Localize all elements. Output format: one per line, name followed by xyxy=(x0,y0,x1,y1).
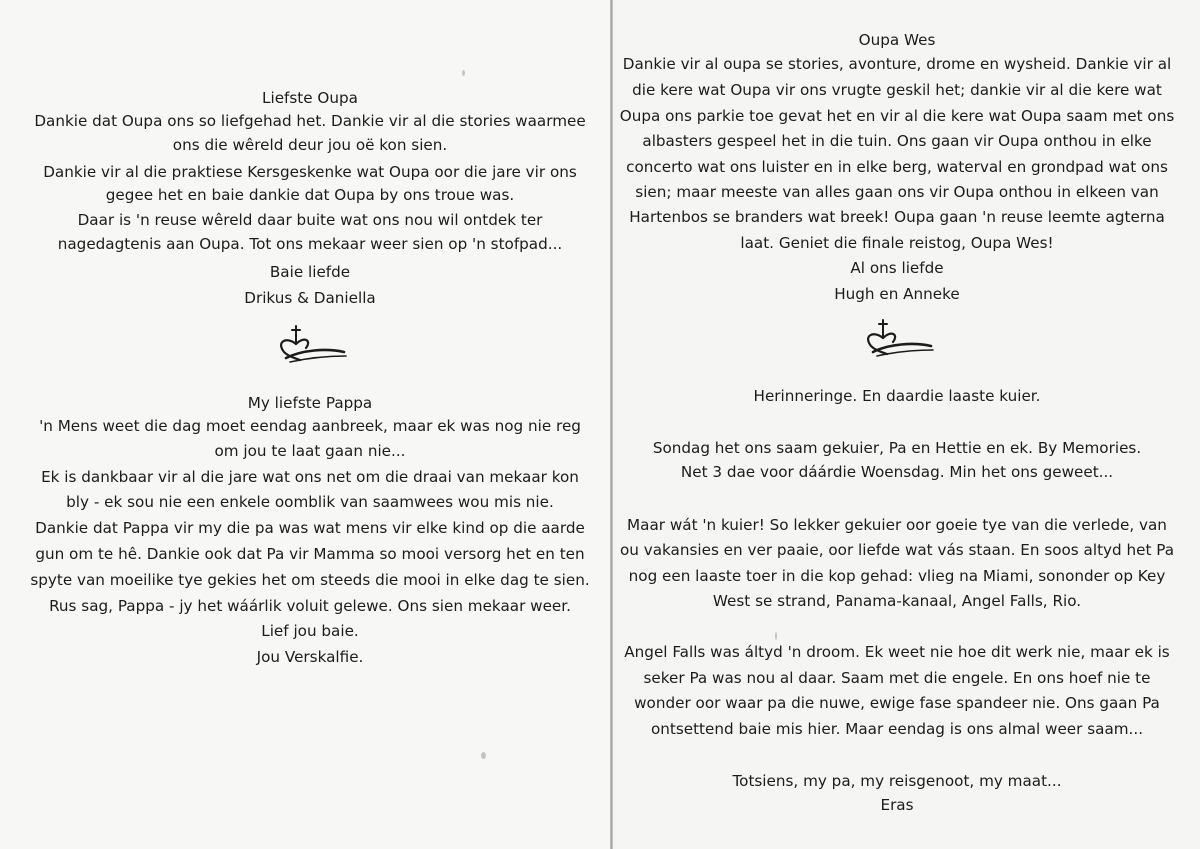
letter-title: Herinneringe. En daardie laaste kuier. xyxy=(753,387,1041,405)
letter-line: nog een laaste toer in die kop gehad: vlieg na Miami, sononder op Key xyxy=(628,567,1166,585)
letter-line: ou vakansies en ver paaie, oor liefde wat vás staan. En soos altyd het Pa xyxy=(619,541,1175,559)
letter-line: wonder oor waar pa die nuwe, ewige fase spandeer nie. Ons gaan Pa xyxy=(634,694,1160,712)
letter-line: om jou te laat gaan nie... xyxy=(214,442,406,460)
letter-sign-off: Totsiens, my pa, my reisgenoot, my maat... xyxy=(732,772,1062,790)
letter-line: Dankie vir al oupa se stories, avonture, drome en wysheid. Dankie vir al xyxy=(622,55,1172,73)
letter-signature: Hugh en Anneke xyxy=(834,285,960,303)
letter-line: Daar is 'n reuse wêreld daar buite wat ons nou wil ontdek ter xyxy=(77,211,543,229)
letter-line: albasters gespeel het in die tuin. Ons gaan vir Oupa onthou in elke xyxy=(642,132,1152,150)
letter-title: My liefste Pappa xyxy=(247,394,373,412)
letter-line: laat. Geniet die finale reistog, Oupa Wes! xyxy=(740,234,1054,252)
letter-line: Hartenbos se branders wat breek! Oupa gaan 'n reuse leemte agterna xyxy=(629,208,1165,226)
letter-sign-off: Baie liefde xyxy=(269,263,351,281)
heart-cross-swoosh-icon xyxy=(859,316,939,364)
letter-line: ontsettend baie mis hier. Maar eendag is ons almal weer saam... xyxy=(650,720,1144,738)
scan-speck xyxy=(481,752,486,759)
letter-line: nagedagtenis aan Oupa. Tot ons mekaar weer sien op 'n stofpad... xyxy=(57,235,563,253)
letter-line: bly - ek sou nie een enkele oomblik van saamwees wou mis nie. xyxy=(66,493,554,511)
letter-line: 'n Mens weet die dag moet eendag aanbreek, maar ek was nog nie reg xyxy=(39,417,581,435)
letter-line: Sondag het ons saam gekuier, Pa en Hettie en ek. By Memories. xyxy=(652,439,1142,457)
letter-sign-off: Al ons liefde xyxy=(850,259,944,277)
letter-line: gegee het en baie dankie dat Oupa by ons troue was. xyxy=(105,186,515,204)
letter-sign-off: Lief jou baie. xyxy=(261,622,359,640)
letter-line: Dankie dat Pappa vir my die pa was wat mens vir elke kind op die aarde xyxy=(35,519,585,537)
letter-signature: Drikus & Daniella xyxy=(244,289,376,307)
letter-line: ons die wêreld deur jou oë kon sien. xyxy=(172,136,448,154)
letter-title: Liefste Oupa xyxy=(262,89,358,107)
letter-line: Ek is dankbaar vir al die jare wat ons net om die draai van mekaar kon xyxy=(41,468,579,486)
letter-line: Rus sag, Pappa - jy het wáárlik voluit gelewe. Ons sien mekaar weer. xyxy=(49,597,571,615)
letter-signature: Eras xyxy=(880,796,914,814)
letter-line: concerto wat ons luister en in elke berg, waterval en grondpad wat ons xyxy=(626,158,1168,176)
letter-title: Oupa Wes xyxy=(858,31,936,49)
scan-speck xyxy=(462,70,465,76)
letter-signature: Jou Verskalfie. xyxy=(256,648,364,666)
letter-line: Maar wát 'n kuier! So lekker gekuier oor goeie tye van die verlede, van xyxy=(627,516,1167,534)
letter-line: Angel Falls was áltyd 'n droom. Ek weet nie hoe dit werk nie, maar ek is xyxy=(624,643,1170,661)
letter-line: sien; maar meeste van alles gaan ons vir Oupa onthou in elkeen van xyxy=(635,183,1159,201)
letter-line: die kere wat Oupa vir ons vrugte geskil het; dankie vir al die kere wat xyxy=(632,81,1162,99)
letter-line: Net 3 dae voor dáárdie Woensdag. Min het ons geweet... xyxy=(680,463,1114,481)
letter-line: gun om te hê. Dankie ook dat Pa vir Mamma so mooi versorg het en ten xyxy=(35,545,585,563)
letter-line: seker Pa was nou al daar. Saam met die engele. En ons hoef nie te xyxy=(643,669,1151,687)
letter-line: Dankie dat Oupa ons so liefgehad het. Dankie vir al die stories waarmee xyxy=(34,112,586,130)
letter-line: Dankie vir al die praktiese Kersgeskenke wat Oupa oor die jare vir ons xyxy=(43,163,577,181)
heart-cross-swoosh-icon xyxy=(272,322,352,370)
letter-line: West se strand, Panama-kanaal, Angel Falls, Rio. xyxy=(712,592,1082,610)
letter-line: spyte van moeilike tye gekies het om steeds die mooi in elke dag te sien. xyxy=(30,571,590,589)
scan-speck xyxy=(775,632,777,640)
letter-line: Oupa ons parkie toe gevat het en vir al die kere wat Oupa saam met ons xyxy=(619,107,1175,125)
right-page xyxy=(613,0,1200,849)
